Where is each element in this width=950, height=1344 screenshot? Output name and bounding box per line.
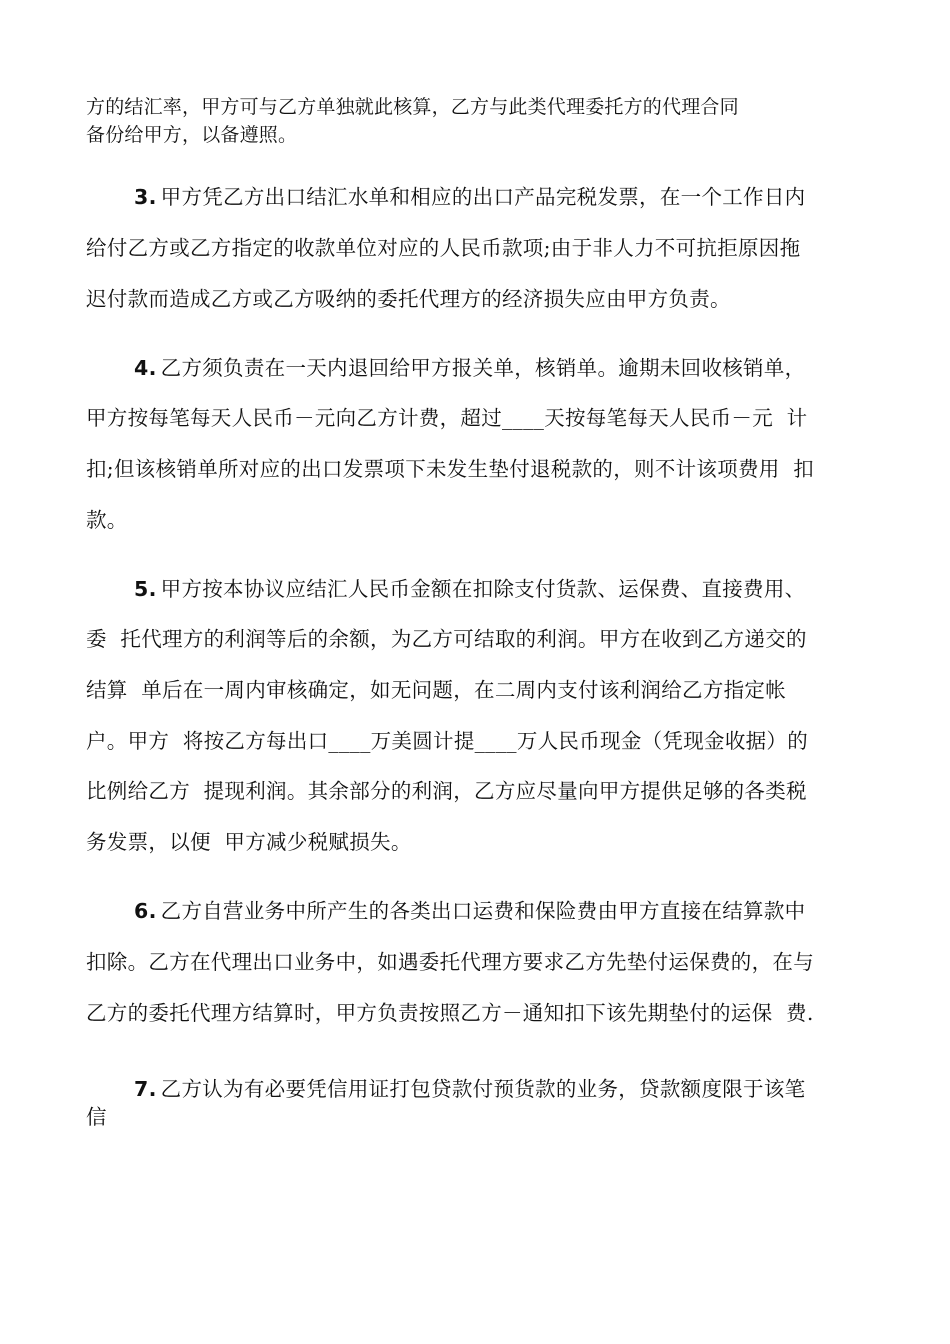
clause-3-line-3: 迟付款而造成乙方或乙方吸纳的委托代理方的经济损失应由甲方负责。 xyxy=(86,287,731,311)
clause-6-number: 6. xyxy=(134,899,157,923)
clause-5-number: 5. xyxy=(134,577,157,601)
clause-5-line-2: 委 托代理方的利润等后的余额，为乙方可结取的利润。甲方在收到乙方递交的 xyxy=(86,627,807,651)
clause-3-number: 3. xyxy=(134,185,157,209)
clause-4-first-line xyxy=(134,355,805,381)
clause-6-line-1: 乙方自营业务中所产生的各类出口运费和保险费由甲方直接在结算款中 xyxy=(160,899,806,923)
clause-4-line-1: 乙方须负责在一天内退回给甲方报关单，核销单。逾期未回收核销单， xyxy=(160,356,806,380)
clause-5-first-line xyxy=(134,576,805,602)
intro-line-1: 方的结汇率，甲方可与乙方单独就此核算，乙方与此类代理委托方的代理合同 xyxy=(86,96,739,118)
clause-6-first-line xyxy=(134,898,805,924)
clause-4-line-3: 扣;但该核销单所对应的出口发票项下未发生垫付退税款的，则不计该项费用 扣 xyxy=(86,457,815,481)
intro-line-2: 备份给甲方，以备遵照。 xyxy=(86,124,298,146)
clause-7-line-1: 乙方认为有必要凭信用证打包贷款付预货款的业务，贷款额度限于该笔 xyxy=(160,1077,806,1101)
clause-7-first-line xyxy=(134,1076,805,1102)
clause-6-line-2: 扣除。乙方在代理出口业务中，如遇委托代理方要求乙方先垫付运保费的，在与 xyxy=(86,950,814,974)
clause-5-line-6: 务发票，以便 甲方减少税赋损失。 xyxy=(86,830,412,854)
clause-4-line-2: 甲方按每笔每天人民币－元向乙方计费，超过____天按每笔每天人民币－元 计 xyxy=(86,406,808,430)
clause-3-line-1: 甲方凭乙方出口结汇水单和相应的出口产品完税发票，在一个工作日内 xyxy=(160,185,806,209)
clause-5-line-1: 甲方按本协议应结汇人民币金额在扣除支付货款、运保费、直接费用、 xyxy=(160,577,806,601)
clause-3-line-2: 给付乙方或乙方指定的收款单位对应的人民币款项;由于非人力不可抗拒原因拖 xyxy=(86,236,801,260)
clause-7-line-2: 信 xyxy=(86,1105,107,1129)
clause-5-line-4: 户。甲方 将按乙方每出口____万美圆计提____万人民币现金（凭现金收据）的 xyxy=(86,729,809,753)
clause-5-line-3: 结算 单后在一周内审核确定，如无问题，在二周内支付该利润给乙方指定帐 xyxy=(86,678,787,702)
clause-3-first-line xyxy=(134,184,805,210)
clause-5-line-5: 比例给乙方 提现利润。其余部分的利润，乙方应尽量向甲方提供足够的各类税 xyxy=(86,779,807,803)
clause-4-line-4: 款。 xyxy=(86,508,128,532)
clause-4-number: 4. xyxy=(134,356,157,380)
clause-6-line-3: 乙方的委托代理方结算时，甲方负责按照乙方－通知扣下该先期垫付的运保 费. xyxy=(86,1001,814,1025)
clause-7-number: 7. xyxy=(134,1077,157,1101)
